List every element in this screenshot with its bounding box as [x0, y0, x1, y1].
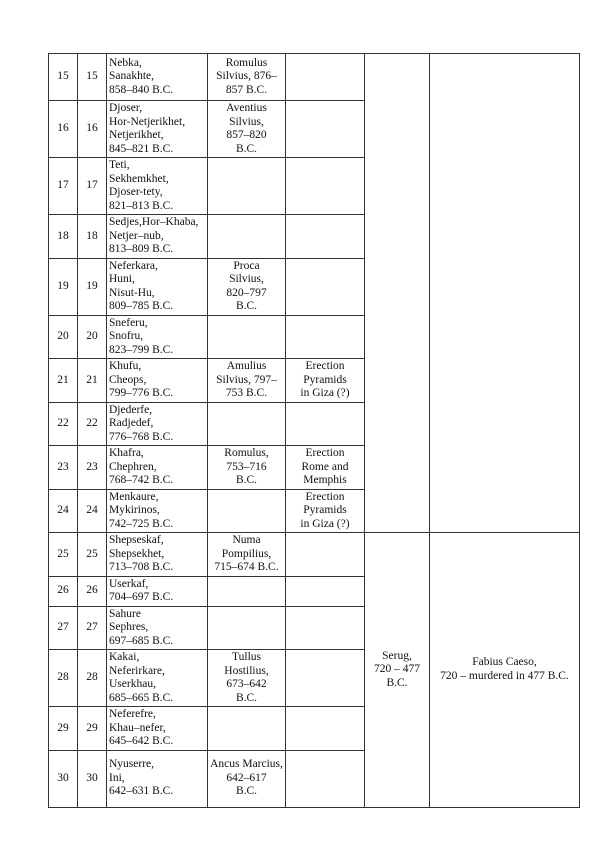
cell-line: 776–768 B.C.: [109, 430, 174, 443]
cell-line: Erection: [305, 490, 345, 503]
pharaoh-cell: [107, 359, 208, 403]
cell-line: 821–813 B.C.: [109, 199, 174, 212]
event-cell: [286, 606, 365, 650]
cell-line: Khau–nefer,: [109, 721, 166, 734]
cell-line: 857–820: [226, 129, 267, 141]
cell-line: Ini,: [109, 771, 125, 784]
dynasty-index-cell: 17: [78, 158, 107, 215]
roman-king-cell: [208, 750, 286, 807]
dynasty-index-cell: 20: [78, 315, 107, 359]
cell-line: Snofru,: [109, 330, 144, 342]
roman-king-cell: [208, 606, 286, 650]
cell-line: Proca: [233, 259, 260, 272]
dynasty-index-cell: 23: [78, 446, 107, 490]
cell-line: Neferkara,: [109, 259, 158, 272]
roman-king-cell: [208, 489, 286, 533]
event-cell: [286, 650, 365, 707]
dynasty-index-cell: 21: [78, 359, 107, 403]
cell-line: 820–797: [226, 286, 267, 299]
cell-line: Neferefre,: [109, 708, 156, 720]
pharaoh-cell: [107, 54, 208, 101]
cell-line: Nisut-Hu,: [109, 286, 155, 299]
event-cell: [286, 402, 365, 446]
chronology-table: [48, 53, 580, 808]
pharaoh-cell: [107, 101, 208, 158]
cell-line: Khafra,: [109, 447, 144, 459]
cell-line: Romulus: [225, 56, 268, 69]
pharaoh-cell: [107, 446, 208, 490]
pharaoh-cell: [107, 533, 208, 577]
index-cell: 29: [49, 707, 78, 751]
event-cell: [286, 158, 365, 215]
roman-king-cell: [208, 315, 286, 359]
dynasty-index-cell: 27: [78, 606, 107, 650]
ruler-cell: [430, 54, 580, 533]
cell-line: 720 – 477: [374, 663, 420, 675]
cell-line: Netjer–nub,: [109, 229, 164, 242]
index-cell: 26: [49, 576, 78, 606]
cell-line: 823–799 B.C.: [109, 343, 174, 356]
cell-line: 857 B.C.: [225, 83, 268, 96]
pharaoh-cell: [107, 750, 208, 807]
pharaoh-cell: [107, 707, 208, 751]
cell-line: Sanakhte,: [109, 70, 155, 83]
cell-line: Radjedef,: [109, 417, 154, 429]
dynasty-index-cell: 19: [78, 258, 107, 315]
dynasty-index-cell: 29: [78, 707, 107, 751]
index-cell: 28: [49, 650, 78, 707]
event-cell: [286, 750, 365, 807]
event-cell: [286, 489, 365, 533]
event-cell: [286, 315, 365, 359]
cell-line: 685–665 B.C.: [109, 691, 174, 704]
cell-line: Pyramids: [303, 504, 347, 516]
pharaoh-cell: [107, 606, 208, 650]
event-cell: [286, 359, 365, 403]
roman-king-cell: [208, 576, 286, 606]
cell-line: Mykirinos,: [109, 504, 160, 516]
cell-line: Shepseskaf,: [109, 534, 164, 546]
index-cell: 27: [49, 606, 78, 650]
roman-king-cell: [208, 707, 286, 751]
cell-line: Chephren,: [109, 460, 157, 473]
index-cell: 17: [49, 158, 78, 215]
cell-line: Aventius: [226, 102, 267, 114]
dynasty-index-cell: 24: [78, 489, 107, 533]
cell-line: 809–785 B.C.: [109, 300, 174, 312]
cell-line: 642–631 B.C.: [109, 785, 174, 798]
cell-line: 768–742 B.C.: [109, 474, 174, 486]
pharaoh-cell: [107, 402, 208, 446]
table-body: [49, 54, 580, 808]
cell-line: Sahure: [109, 607, 141, 620]
table-row: [49, 54, 580, 101]
index-cell: 30: [49, 750, 78, 807]
cell-line: 704–697 B.C.: [109, 591, 174, 603]
pharaoh-cell: [107, 650, 208, 707]
cell-line: Djoser-tety,: [109, 186, 163, 198]
cell-line: Hor-Netjerikhet,: [109, 115, 186, 128]
cell-line: Sneferu,: [109, 316, 148, 329]
index-cell: 15: [49, 54, 78, 101]
event-cell: [286, 533, 365, 577]
index-cell: 23: [49, 446, 78, 490]
roman-king-cell: [208, 158, 286, 215]
cell-line: Hostilius,: [224, 664, 269, 677]
event-cell: [286, 258, 365, 315]
patriarch-cell: [365, 54, 430, 533]
roman-king-cell: [208, 101, 286, 158]
event-cell: [286, 54, 365, 101]
cell-line: Menkaure,: [109, 490, 159, 503]
cell-line: Numa: [232, 534, 261, 546]
cell-line: Amulius: [226, 360, 267, 372]
dynasty-index-cell: 25: [78, 533, 107, 577]
cell-line: 753–716: [226, 460, 267, 473]
cell-line: Tullus: [232, 651, 261, 663]
pharaoh-cell: [107, 315, 208, 359]
roman-king-cell: [208, 650, 286, 707]
event-cell: [286, 215, 365, 259]
pharaoh-cell: [107, 158, 208, 215]
cell-line: 645–642 B.C.: [109, 735, 174, 747]
cell-line: 713–708 B.C.: [109, 561, 174, 573]
cell-line: Sephres,: [109, 621, 149, 633]
index-cell: 19: [49, 258, 78, 315]
cell-line: Cheops,: [109, 373, 147, 386]
cell-line: Userkaf,: [109, 577, 149, 590]
roman-king-cell: [208, 533, 286, 577]
index-cell: 16: [49, 101, 78, 158]
dynasty-index-cell: 30: [78, 750, 107, 807]
cell-line: Djederfe,: [109, 403, 153, 416]
roman-king-cell: [208, 359, 286, 403]
cell-line: Erection: [305, 360, 345, 372]
cell-line: 715–674 B.C.: [214, 561, 279, 573]
cell-line: Netjerikhet,: [109, 129, 164, 141]
event-cell: [286, 446, 365, 490]
patriarch-cell: [365, 533, 430, 808]
cell-line: Silvius,: [229, 273, 264, 285]
cell-line: Sedjes,Hor–Khaba,: [109, 216, 199, 228]
cell-line: 858–840 B.C.: [109, 83, 174, 96]
cell-line: 720 – murdered in 477 B.C.: [440, 669, 569, 682]
cell-line: Teti,: [109, 159, 130, 171]
index-cell: 24: [49, 489, 78, 533]
roman-king-cell: [208, 215, 286, 259]
pharaoh-cell: [107, 576, 208, 606]
dynasty-index-cell: 22: [78, 402, 107, 446]
cell-line: Userkhau,: [109, 678, 156, 690]
cell-line: Pompilius,: [221, 547, 272, 560]
cell-line: Silvius,: [229, 115, 264, 128]
dynasty-index-cell: 26: [78, 576, 107, 606]
dynasty-index-cell: 16: [78, 101, 107, 158]
cell-line: 673–642: [226, 678, 267, 690]
cell-line: B.C.: [235, 300, 258, 312]
cell-line: 845–821 B.C.: [109, 142, 174, 155]
roman-king-cell: [208, 258, 286, 315]
cell-line: Silvius, 797–: [216, 373, 277, 386]
cell-line: B.C.: [235, 142, 258, 155]
index-cell: 20: [49, 315, 78, 359]
index-cell: 22: [49, 402, 78, 446]
event-cell: [286, 576, 365, 606]
ruler-cell: [430, 533, 580, 808]
cell-line: Djoser,: [109, 102, 143, 114]
cell-line: Khufu,: [109, 360, 142, 372]
index-cell: 21: [49, 359, 78, 403]
roman-king-cell: [208, 402, 286, 446]
index-cell: 18: [49, 215, 78, 259]
pharaoh-cell: [107, 489, 208, 533]
pharaoh-cell: [107, 258, 208, 315]
cell-line: 753 B.C.: [225, 387, 268, 399]
cell-line: 813–809 B.C.: [109, 243, 174, 255]
cell-line: Erection: [305, 447, 345, 459]
cell-line: Sekhemkhet,: [109, 172, 169, 185]
cell-line: Silvius, 876–: [216, 70, 277, 83]
dynasty-index-cell: 15: [78, 54, 107, 101]
cell-line: 799–776 B.C.: [109, 387, 174, 399]
cell-line: Nyuserre,: [109, 758, 155, 771]
cell-line: Nebka,: [109, 56, 142, 69]
cell-line: Fabius Caeso,: [472, 656, 537, 669]
cell-line: B.C.: [235, 785, 258, 798]
cell-line: Serug,: [382, 649, 412, 662]
roman-king-cell: [208, 446, 286, 490]
cell-line: B.C.: [235, 474, 258, 486]
dynasty-index-cell: 28: [78, 650, 107, 707]
cell-line: Neferirkare,: [109, 664, 165, 677]
cell-line: 742–725 B.C.: [109, 517, 174, 530]
cell-line: Kakai,: [109, 651, 140, 663]
pharaoh-cell: [107, 215, 208, 259]
dynasty-index-cell: 18: [78, 215, 107, 259]
cell-line: 642–617: [226, 771, 267, 784]
cell-line: Rome and: [301, 460, 349, 473]
cell-line: Pyramids: [303, 373, 347, 386]
cell-line: Shepsekhet,: [109, 547, 165, 560]
cell-line: B.C.: [386, 676, 408, 689]
cell-line: Romulus,: [224, 447, 269, 459]
table-row: [49, 533, 580, 577]
cell-line: Huni,: [109, 273, 135, 285]
roman-king-cell: [208, 54, 286, 101]
event-cell: [286, 101, 365, 158]
cell-line: in Giza (?): [300, 517, 350, 530]
index-cell: 25: [49, 533, 78, 577]
cell-line: Ancus Marcius,: [210, 758, 283, 771]
cell-line: in Giza (?): [300, 387, 350, 399]
cell-line: 697–685 B.C.: [109, 634, 174, 647]
cell-line: B.C.: [235, 691, 258, 704]
event-cell: [286, 707, 365, 751]
cell-line: Memphis: [303, 474, 347, 486]
